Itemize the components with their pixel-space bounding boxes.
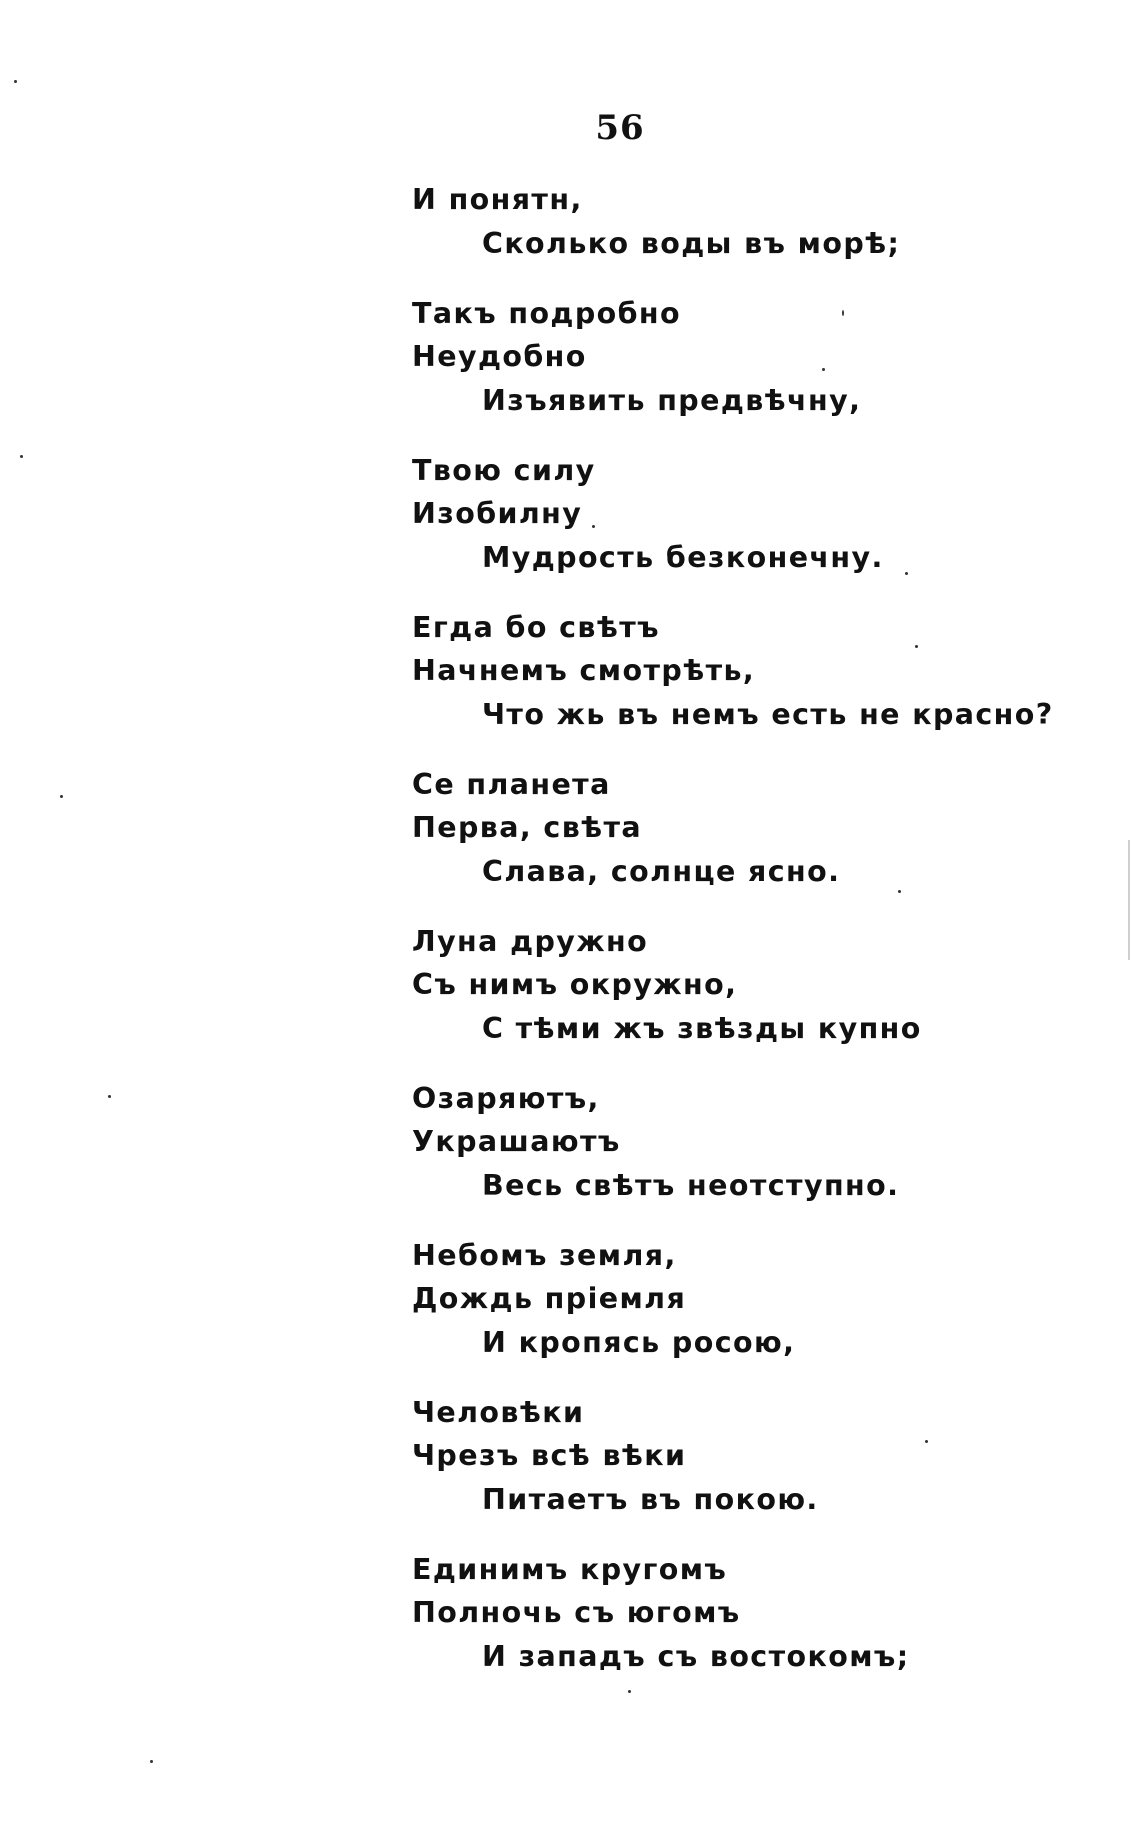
stanza-gap	[412, 893, 1112, 920]
scan-speck	[905, 572, 908, 575]
verse-line: Украшаютъ	[412, 1125, 621, 1158]
verse-line: И западъ съ востокомъ;	[482, 1639, 910, 1673]
verse-line: Изобилну	[412, 497, 583, 530]
stanza	[412, 763, 1112, 894]
verse-line: С тѣми жъ звѣзды купно	[482, 1011, 922, 1045]
stanza-gap	[412, 422, 1112, 449]
scan-edge-line	[1128, 840, 1130, 960]
verse-line: Такъ подробно	[412, 296, 681, 330]
stanza-gap	[412, 265, 1112, 292]
stanza	[412, 292, 1112, 423]
scan-speck	[915, 645, 918, 648]
verse-line: Единимъ кругомъ	[412, 1552, 728, 1586]
scan-speck	[60, 795, 63, 798]
stanza	[412, 1077, 1112, 1208]
verse-line: Егда бо свѣтъ	[412, 610, 660, 644]
verse-line: Луна дружно	[412, 924, 649, 958]
verse-line: И кропясь росою,	[482, 1325, 796, 1359]
verse-line: Чрезъ всѣ вѣки	[412, 1439, 687, 1472]
scan-speck	[628, 1690, 631, 1693]
verse-line: Съ нимъ окружно,	[412, 968, 738, 1001]
verse-line: Слава, солнце ясно.	[482, 854, 841, 888]
stanza-gap	[412, 1521, 1112, 1548]
stanza	[412, 920, 1112, 1051]
stanza-gap	[412, 579, 1112, 606]
verse-line: Сколько воды въ морѣ;	[482, 226, 901, 260]
scan-speck	[14, 80, 17, 83]
scan-speck	[20, 455, 23, 458]
verse-line: Перва, свѣта	[412, 811, 643, 844]
verse-line: Небомъ земля,	[412, 1238, 677, 1272]
stanza	[412, 449, 1112, 580]
scan-speck	[108, 1095, 111, 1098]
verse-line: Озаряютъ,	[412, 1081, 600, 1115]
poem-body	[412, 178, 1112, 1678]
verse-line: Человѣки	[412, 1395, 585, 1429]
verse-line: Мудрость безконечну.	[482, 540, 884, 574]
scan-speck	[925, 1440, 928, 1443]
verse-line: Твою силу	[412, 453, 596, 487]
stanza-gap	[412, 736, 1112, 763]
stanza	[412, 606, 1112, 737]
scan-speck	[150, 1760, 153, 1763]
stanza-gap	[412, 1364, 1112, 1391]
verse-line: Что жь въ немъ есть не красно?	[482, 697, 1054, 731]
stanza	[412, 178, 1112, 265]
verse-line: Дождь пріемля	[412, 1282, 687, 1315]
verse-line: Изъявить предвѣчну,	[482, 383, 862, 417]
stanza-gap	[412, 1207, 1112, 1234]
verse-line: Неудобно	[412, 340, 587, 373]
stanza	[412, 1391, 1112, 1522]
verse-line: Весь свѣтъ неотступно.	[482, 1168, 900, 1202]
stanza	[412, 1548, 1112, 1679]
verse-line: И понятн,	[412, 183, 583, 216]
stanza	[412, 1234, 1112, 1365]
verse-line: Начнемъ смотрѣть,	[412, 654, 756, 687]
scan-speck	[898, 890, 901, 893]
scan-speck	[592, 525, 595, 528]
page-number: 56	[595, 108, 645, 148]
scan-speck	[842, 310, 844, 316]
verse-line: Питаетъ въ покою.	[482, 1482, 819, 1516]
scan-speck	[822, 368, 825, 371]
verse-line: Се планета	[412, 767, 611, 801]
stanza-gap	[412, 1050, 1112, 1077]
verse-line: Полночь съ югомъ	[412, 1596, 741, 1629]
